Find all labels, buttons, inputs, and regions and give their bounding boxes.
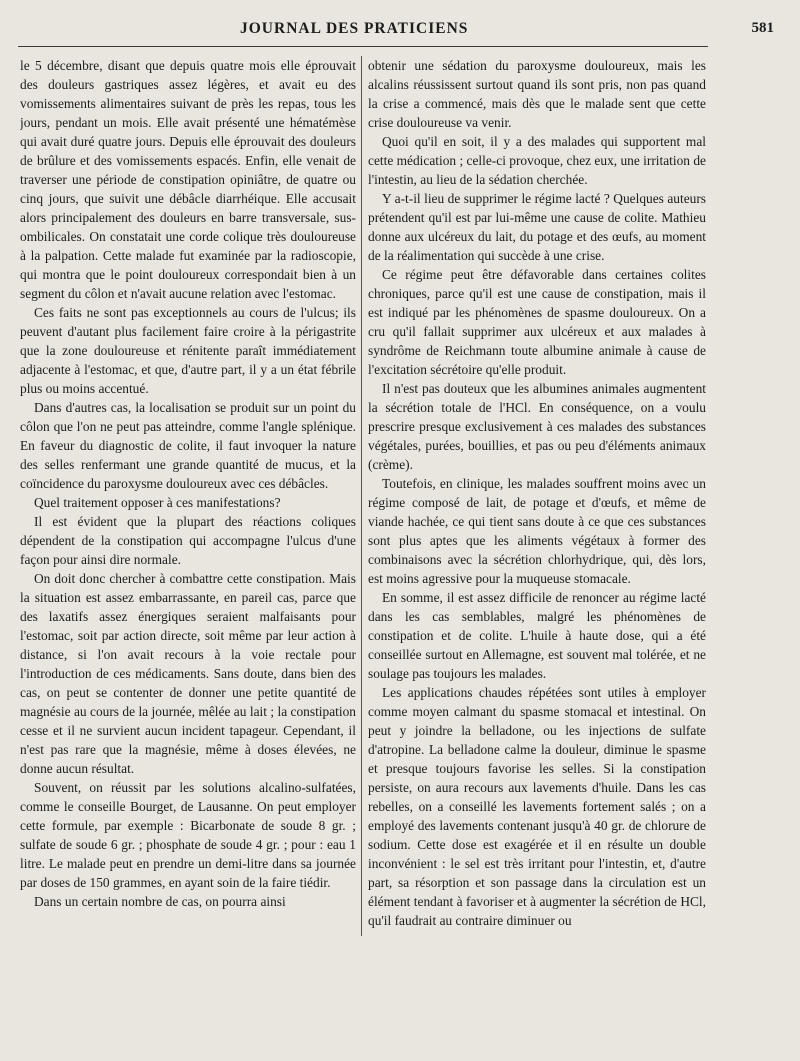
paragraph: Ce régime peut être défavorable dans certaines colites chroniques, parce qu'il est une cause de constipation, mais il est indiqué par les phénomènes de spasme douloureux. On a cru qu'il fallait supprimer aux ulcéreux et aux malades à syndrôme de Reichmann toute albumine animale à cause de l'excitation sécrétoire qu'elle produit.	[368, 267, 706, 377]
paragraph: Les applications chaudes répétées sont utiles à employer comme moyen calmant du spasme stomacal et intestinal. On peut y joindre la belladone, ou les injections de sulfate d'atropine. La belladone calme la douleur, diminue le spasme et presque toujours favorise les selles. Si la constipation persiste, on aura recours aux lavements d'huile. Dans les cas rebelles, on a conseillé les lavements fortement salés ; on a employé des lavements contenant jusqu'à 40 gr. de chlorure de sodium. Cette dose est exagérée et il en résulte un double inconvénient : le sel est très irritant pour l'intestin, et, d'autre part, sa résorption et son passage dans la circulation est un élément tendant à favoriser et à augmenter la sécrétion de HCl, qu'il faudrait au contraire diminuer ou	[368, 685, 706, 928]
left-column	[20, 56, 356, 1056]
paragraph: obtenir une sédation du paroxysme douloureux, mais les alcalins réussissent surtout quand ils sont pris, non pas quand la crise a commencé, mais dès que le malade sent que cette crise douloureuse va venir.	[368, 58, 706, 130]
journal-title: JOURNAL DES PRATICIENS	[240, 20, 469, 37]
paragraph: Souvent, on réussit par les solutions alcalino-sulfatées, comme le conseille Bourget, de Lausanne. On peut employer cette formule, par exemple : Bicarbonate de soude 8 gr. ; sulfate de soude 6 gr. ; phosphate de soude 4 gr. ; pour : eau 1 litre. Le malade peut en prendre un demi-litre dans sa journée par doses de 150 grammes, en ayant soin de la faire tiédir.	[20, 780, 356, 890]
column-divider	[361, 56, 362, 936]
running-header	[0, 18, 800, 44]
paragraph: Il est évident que la plupart des réactions coliques dépendent de la constipation qui accompagne l'ulcus d'une façon pour ainsi dire normale.	[20, 514, 356, 567]
paragraph: Quoi qu'il en soit, il y a des malades qui supportent mal cette médication ; celle-ci provoque, chez eux, une irritation de l'intestin, au lieu de la sédation cherchée.	[368, 134, 706, 187]
header-rule	[18, 46, 708, 47]
paragraph: le 5 décembre, disant que depuis quatre mois elle éprouvait des douleurs gastriques assez légères, et avait eu des vomissements alimentaires suivant de près les repas, tous les jours, pendant un mois. Elle avait présenté une hématémèse qui avait duré quatre jours. Depuis elle éprouvait des douleurs de brûlure et des vomissements espacés. Enfin, elle venait de traverser une période de constipation opiniâtre, de quatre ou cinq jours, que suivit une débâcle diarrhéique. Elle accusait alors principalement des douleurs en barre transversale, sus-ombilicales. On constatait une corde colique très douloureuse à la palpation. Cette malade fut examinée par la radioscopie, qui montra que le point douloureux correspondait bien à un segment du côlon et n'avait aucune relation avec l'estomac.	[20, 58, 356, 301]
paragraph: Dans un certain nombre de cas, on pourra ainsi	[34, 894, 286, 909]
paragraph: Ces faits ne sont pas exceptionnels au cours de l'ulcus; ils peuvent d'autant plus facilement faire croire à la périgastrite que la zone douloureuse et rénitente paraît immédiatement adjacente à l'estomac, et que, d'autre part, il y a un état fébrile plus ou moins accentué.	[20, 305, 356, 396]
right-column	[368, 56, 706, 1056]
paragraph: Y a-t-il lieu de supprimer le régime lacté ? Quelques auteurs prétendent qu'il est par lui-même une cause de colite. Mathieu donne aux ulcéreux du lait, du potage et des œufs, au moment de la réalimentation qui succède à une crise.	[368, 191, 706, 263]
page-number: 581	[751, 20, 774, 36]
paragraph: Dans d'autres cas, la localisation se produit sur un point du côlon que l'on ne peut pas atteindre, comme l'angle splénique. En faveur du diagnostic de colite, il faut invoquer la nature des selles renfermant une grande quantité de mucus, et la coïncidence du paroxysme douloureux avec ces débâcles.	[20, 400, 356, 491]
paragraph: Quel traitement opposer à ces manifestations?	[34, 495, 281, 510]
paragraph: Il n'est pas douteux que les albumines animales augmentent la sécrétion totale de l'HCl. En conséquence, on a voulu prescrire presque exclusivement à ces malades des substances végétales, purées, bouillies, et pas ou peu d'éléments animaux (crème).	[368, 381, 706, 472]
paragraph: En somme, il est assez difficile de renoncer au régime lacté dans les cas semblables, malgré les phénomènes de constipation et de colite. L'huile à haute dose, qui a été conseillée surtout en Allemagne, est souvent mal tolérée, et ne soulage pas toujours les malades.	[368, 590, 706, 681]
paragraph: On doit donc chercher à combattre cette constipation. Mais la situation est assez embarrassante, en pareil cas, parce que des laxatifs assez énergiques seraient malfaisants pour l'estomac, soit par action directe, soit même par leur action à distance, si l'on avait recours à la voie rectale pour l'introduction de ces médicaments. Sans doute, dans bien des cas, on peut se contenter de donner une petite quantité de magnésie au cours de la journée, mêlée au lait ; la constipation cesse et il ne survient aucun incident tapageur. Cependant, il n'est pas rare que la magnésie, même à doses élevées, ne donne aucun résultat.	[20, 571, 356, 776]
paragraph: Toutefois, en clinique, les malades souffrent moins avec un régime composé de lait, de potage et d'œufs, et même de viande hachée, ce qui tient sans doute à ce que ces substances sont plus aptes que les aliments végétaux à former des combinaisons avec la sécrétion chlorhydrique, qui, dès lors, est moins agressive pour la muqueuse stomacale.	[368, 476, 706, 586]
